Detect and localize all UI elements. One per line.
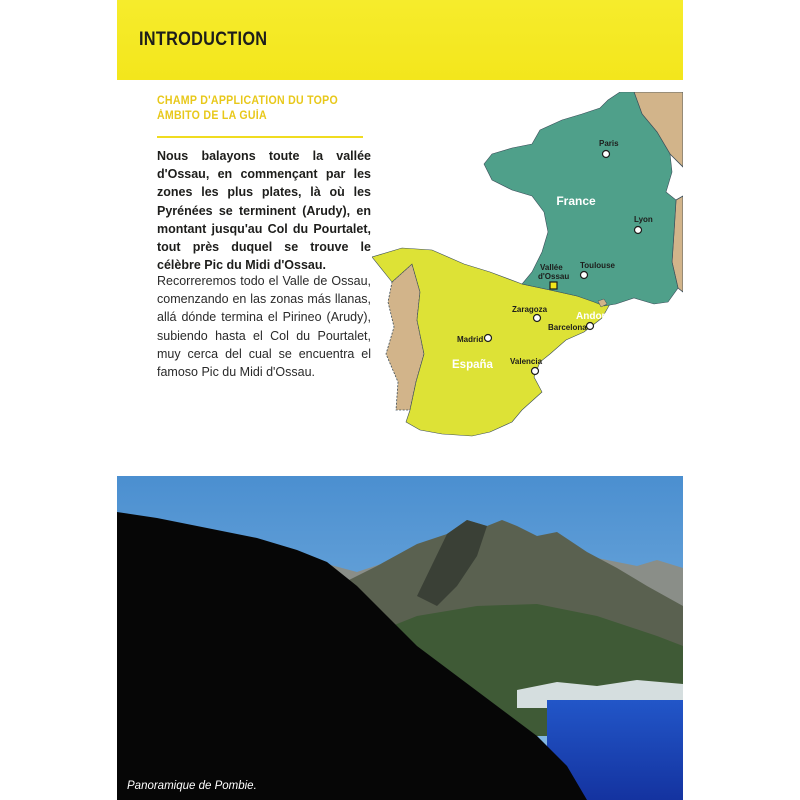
city-label: Barcelona [548, 323, 587, 332]
city-label: Paris [599, 139, 619, 148]
ossau-label-line2: d'Ossau [538, 272, 570, 281]
city-marker [635, 227, 642, 234]
country-label-andorra: Andorra [576, 311, 615, 322]
section-heading-fr: CHAMP D'APPLICATION DU TOPO [157, 95, 339, 107]
city-label: Valencia [510, 357, 543, 366]
city-marker [603, 151, 610, 158]
city-label: Zaragoza [512, 305, 548, 314]
paragraph-spanish: Recorreremos todo el Valle de Ossau, comenzando en las zonas más llanas, allá dónde termina el Pirineo (Arudy), subiendo hasta el Col du Pourtalet, muy cerca del cual se encuentra el famoso Pic du Midi d'Ossau. [157, 274, 371, 380]
section-heading [157, 94, 397, 124]
city-barcelona [548, 323, 594, 333]
page-title: INTRODUCTION [139, 29, 268, 50]
location-map [372, 92, 683, 442]
heading-divider [157, 136, 363, 138]
photo-caption: Panoramique de Pombie. [127, 780, 257, 792]
paragraph-french: Nous balayons toute la vallée d'Ossau, en commençant par les zones les plus plates, là où les Pyrénées se terminent (Arudy), en montant jusqu'au Col du Pourtalet, tout près duquel se trouve le célèbre Pic du Midi d'Ossau. [157, 149, 371, 273]
country-label-spain: España [452, 359, 493, 371]
city-marker [532, 368, 539, 375]
ossau-marker-square [550, 282, 557, 289]
section-heading-es: ÁMBITO DE LA GUÍA [157, 110, 267, 122]
guide-page [117, 0, 683, 800]
city-marker [534, 315, 541, 322]
city-marker [485, 335, 492, 342]
ossau-label-line1: Vallée [540, 263, 563, 272]
city-label: Madrid [457, 335, 484, 344]
country-label-france: France [556, 194, 596, 208]
city-label: Lyon [634, 215, 653, 224]
city-marker [587, 323, 594, 330]
city-marker [581, 272, 588, 279]
header-band [117, 0, 683, 80]
mountain-panorama-photo [117, 476, 683, 800]
city-label: Toulouse [580, 261, 615, 270]
